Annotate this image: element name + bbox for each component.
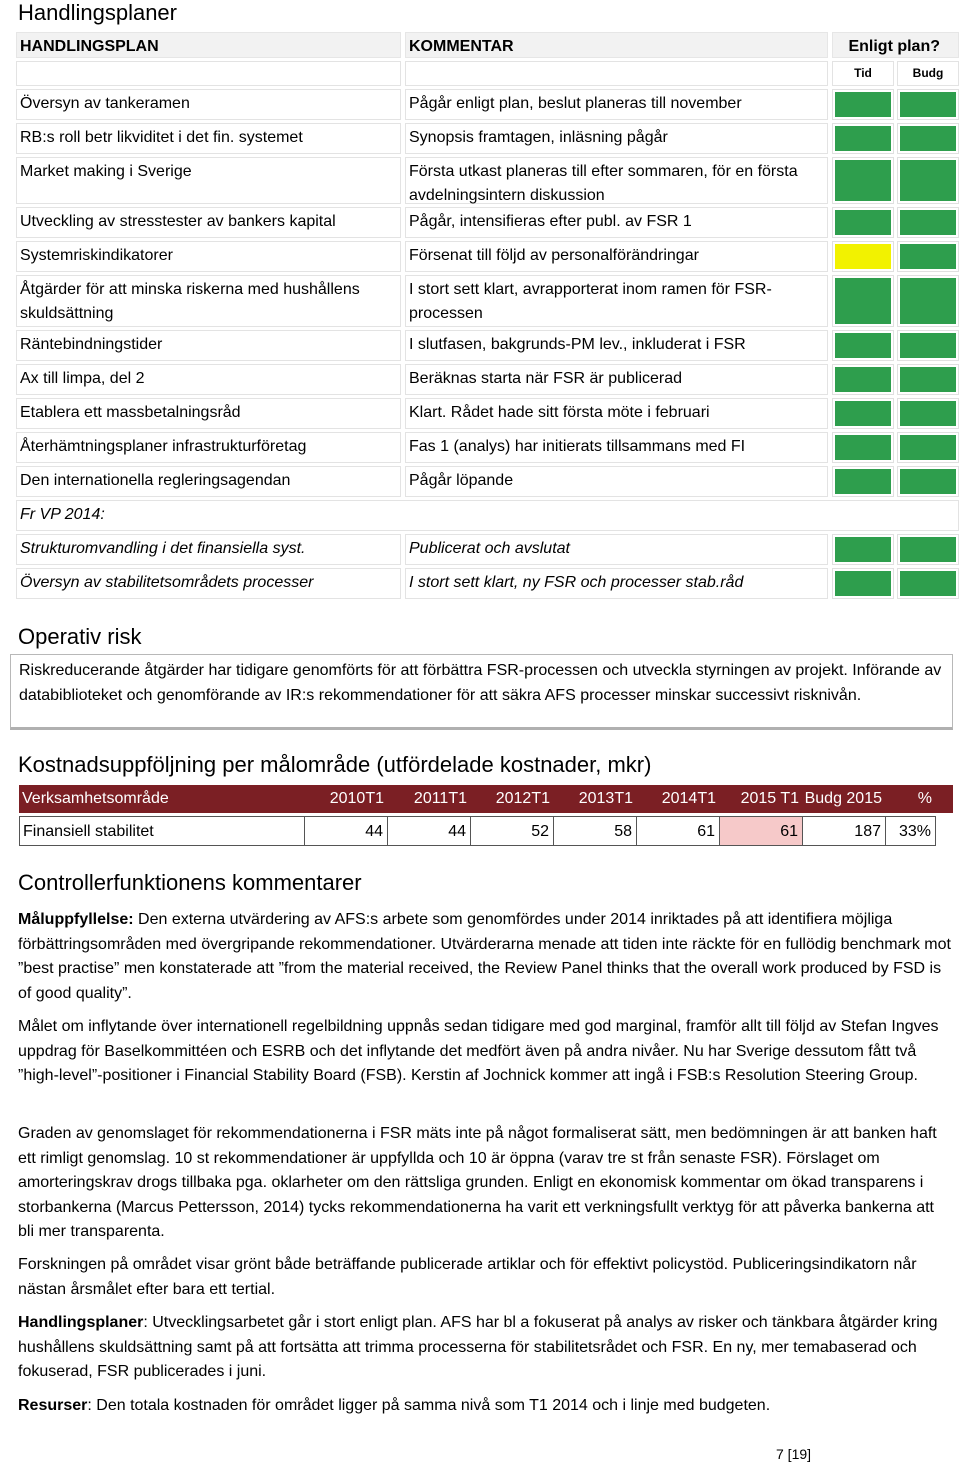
status-time-indicator <box>832 364 894 395</box>
status-fill <box>900 333 956 358</box>
cost-col-2014: 2014T1 <box>661 790 716 807</box>
status-fill <box>835 160 891 201</box>
status-fill <box>835 367 891 392</box>
cost-cell-2012: 52 <box>471 816 554 846</box>
status-time-indicator <box>832 568 894 599</box>
table-row <box>16 207 946 241</box>
action-plans-label: Handlingsplaner <box>18 1314 144 1331</box>
plan-comment: I stort sett klart, ny FSR och processer stab.råd <box>405 568 828 599</box>
plan-item: Systemriskindikatorer <box>16 241 401 272</box>
table-row <box>16 275 946 330</box>
operational-risk-heading: Operativ risk <box>18 624 142 649</box>
header-on-plan: Enligt plan? <box>832 32 959 58</box>
table-row <box>16 330 946 364</box>
plan-comment: I slutfasen, bakgrunds-PM lev., inkluderat i FSR <box>405 330 828 361</box>
plan-item: Utveckling av stresstester av bankers kapital <box>16 207 401 238</box>
plan-comment: Fas 1 (analys) har initierats tillsammans med FI <box>405 432 828 463</box>
status-fill <box>835 537 891 562</box>
paragraph-goal-fulfilment <box>18 908 952 1006</box>
paragraph-research: Forskningen på området visar grönt både beträffande publicerade artiklar och för effektivt policystöd. Publiceringsindikatorn når nästan årsmålet efter bara ett tertial. <box>18 1256 917 1298</box>
page-title: Handlingsplaner <box>18 0 177 25</box>
status-time-indicator <box>832 398 894 429</box>
goal-fulfilment-text: Den externa utvärdering av AFS:s arbete som genomfördes under 2014 inriktades på att identifiera möjliga förbättringsområden med övergripande rekommendationer. Utvärderarna menade att tiden inte räckte för en fullödig benchmark mot ”best practise” men konstaterade att ”from the material received, the Review Panel thinks that the overall work produced by FSD is of good quality”. <box>18 911 951 1002</box>
cost-col-2011: 2011T1 <box>413 790 467 807</box>
plan-comment: Pågår löpande <box>405 466 828 497</box>
status-fill <box>835 333 891 358</box>
status-budget-indicator <box>897 398 959 429</box>
table-row <box>16 241 946 275</box>
section-row <box>16 500 946 534</box>
status-time-indicator <box>832 123 894 154</box>
header-plan: HANDLINGSPLAN <box>16 32 401 58</box>
header-budg: Budg <box>897 61 959 86</box>
status-fill <box>835 435 891 460</box>
status-fill <box>835 469 891 494</box>
action-plan-table <box>16 32 946 602</box>
status-fill <box>900 210 956 235</box>
resources-label: Resurser <box>18 1397 88 1414</box>
status-fill <box>900 92 956 117</box>
cost-cell-2011: 44 <box>388 816 471 846</box>
cost-col-2013: 2013T1 <box>578 790 633 807</box>
status-time-indicator <box>832 466 894 497</box>
status-fill <box>900 401 956 426</box>
plan-comment: Synopsis framtagen, inläsning pågår <box>405 123 828 154</box>
cost-cell-2013: 58 <box>554 816 637 846</box>
status-time-indicator <box>832 534 894 565</box>
plan-item: Strukturomvandling i det finansiella syst. <box>16 534 401 565</box>
plan-comment: I stort sett klart, avrapporterat inom ramen för FSR-processen <box>405 275 828 327</box>
cost-cell-2010: 44 <box>305 816 388 846</box>
goal-fulfilment-label: Måluppfyllelse: <box>18 911 134 928</box>
cost-col-2012: 2012T1 <box>495 790 550 807</box>
plan-item: Översyn av tankeramen <box>16 89 401 120</box>
controller-heading: Controllerfunktionens kommentarer <box>18 870 362 895</box>
status-fill <box>900 244 956 269</box>
table-row <box>16 89 946 123</box>
status-budget-indicator <box>897 466 959 497</box>
status-budget-indicator <box>897 157 959 204</box>
plan-item: Den internationella regleringsagendan <box>16 466 401 497</box>
paragraph-resources <box>18 1394 952 1419</box>
operational-risk-box <box>10 654 953 730</box>
page-number: 7 [19] <box>776 1446 812 1462</box>
table-row <box>16 364 946 398</box>
plan-comment: Publicerat och avslutat <box>405 534 828 565</box>
status-budget-indicator <box>897 275 959 327</box>
operational-risk-text: Riskreducerande åtgärder har tidigare genomförts för att förbättra FSR-processen och utveckla styrningen av projekt. Införande av databiblioteket och genomförande av IR:s rekommendationer för att säkra AFS processer minskar successivt risknivån. <box>19 662 942 704</box>
cost-cell-2015: 61 <box>720 816 803 846</box>
plan-item: Räntebindningstider <box>16 330 401 361</box>
status-fill <box>900 537 956 562</box>
plan-comment: Klart. Rådet hade sitt första möte i februari <box>405 398 828 429</box>
table-row <box>16 466 946 500</box>
cost-cell-2014: 61 <box>637 816 720 846</box>
status-fill <box>900 435 956 460</box>
section-label: Fr VP 2014: <box>16 500 959 531</box>
status-fill <box>900 367 956 392</box>
status-time-indicator <box>832 89 894 120</box>
status-budget-indicator <box>897 89 959 120</box>
cost-heading: Kostnadsuppföljning per målområde (utfördelade kostnader, mkr) <box>18 752 652 777</box>
status-budget-indicator <box>897 432 959 463</box>
status-budget-indicator <box>897 207 959 238</box>
cost-col-2010: 2010T1 <box>329 790 384 807</box>
status-fill <box>900 469 956 494</box>
status-fill <box>900 278 956 324</box>
plan-item: RB:s roll betr likviditet i det fin. systemet <box>16 123 401 154</box>
table-row <box>19 816 953 846</box>
status-budget-indicator <box>897 364 959 395</box>
status-fill <box>835 278 891 324</box>
status-budget-indicator <box>897 123 959 154</box>
cost-cell-percent: 33% <box>886 816 936 846</box>
cost-col-2015: 2015 T1 <box>740 790 799 807</box>
cost-table <box>19 785 953 846</box>
plan-comment: Pågår enligt plan, beslut planeras till november <box>405 89 828 120</box>
status-budget-indicator <box>897 534 959 565</box>
action-plans-text: : Utvecklingsarbetet går i stort enligt plan. AFS har bl a fokuserat på analys av risker och tänkbara åtgärder kring hushållens skuldsättning samt på att fortsätta att trimma processerna för stabilitetsrådet och FSR. En ny, mer temabaserad och fokuserad, FSR publicerades i juni. <box>18 1314 938 1380</box>
cost-cell-budget: 187 <box>803 816 886 846</box>
paragraph-recommendations: Graden av genomslaget för rekommendationerna i FSR mäts inte på något formaliserat sätt, men bedömningen är att banken haft ett rimligt genomslag. 10 st rekommendationer är uppfyllda och 10 är öppna (varav tre st från senaste FSR). Förslaget om amorteringskrav drogs tillbaka pga. oklarheter om den rättsliga grunden. Enligt en ekonomisk kommentar om ökad transparens i storbankerna (Marcus Pettersson, 2014) tycks rekommendationerna ha varit ett verkningsfullt verktyg för att påverka bankerna att bli mer transparenta. <box>18 1125 937 1240</box>
status-budget-indicator <box>897 568 959 599</box>
status-fill <box>835 571 891 596</box>
paragraph-influence: Målet om inflytande över internationell regelbildning uppnås sedan tidigare med god marginal, framför allt till följd av Stefan Ingves uppdrag för Baselkommittéen och ESRB och det inflytande det medfört även på andra nivåer. Nu har Sverige dessutom fått två ”high-level”-positioner i Financial Stability Board (FSB). Kerstin af Jochnick kommer att ingå i FSB:s Resolution Steering Group. <box>18 1018 939 1084</box>
cost-col-budget: Budg 2015 <box>804 790 882 807</box>
plan-comment: Beräknas starta när FSR är publicerad <box>405 364 828 395</box>
status-fill <box>835 126 891 151</box>
table-row <box>16 398 946 432</box>
header-comment: KOMMENTAR <box>405 32 828 58</box>
plan-item: Market making i Sverige <box>16 157 401 204</box>
status-fill <box>835 92 891 117</box>
plan-comment: Pågår, intensifieras efter publ. av FSR 1 <box>405 207 828 238</box>
table-header-row <box>16 32 946 61</box>
table-row <box>16 157 946 207</box>
status-fill <box>900 571 956 596</box>
table-subheader-row <box>16 61 946 89</box>
table-row <box>16 432 946 466</box>
subheader-blank-1 <box>16 61 401 86</box>
status-time-indicator <box>832 275 894 327</box>
table-row <box>16 123 946 157</box>
plan-item: Återhämtningsplaner infrastrukturföretag <box>16 432 401 463</box>
status-time-indicator <box>832 241 894 272</box>
status-fill <box>835 401 891 426</box>
status-fill <box>900 126 956 151</box>
resources-text: : Den totala kostnaden för området ligger på samma nivå som T1 2014 och i linje med budgeten. <box>87 1397 771 1414</box>
plan-item: Etablera ett massbetalningsråd <box>16 398 401 429</box>
status-fill <box>835 210 891 235</box>
status-budget-indicator <box>897 330 959 361</box>
table-row <box>16 568 946 602</box>
cost-header-row <box>19 785 953 813</box>
status-fill <box>835 244 891 269</box>
status-time-indicator <box>832 330 894 361</box>
plan-item: Översyn av stabilitetsområdets processer <box>16 568 401 599</box>
cost-col-area: Verksamhetsområde <box>22 790 169 807</box>
status-fill <box>900 160 956 201</box>
subheader-blank-2 <box>405 61 828 86</box>
cost-col-percent: % <box>917 790 932 807</box>
plan-item: Ax till limpa, del 2 <box>16 364 401 395</box>
cost-cell-area: Finansiell stabilitet <box>19 816 305 846</box>
header-tid: Tid <box>832 61 894 86</box>
plan-item: Åtgärder för att minska riskerna med hushållens skuldsättning <box>16 275 401 327</box>
status-time-indicator <box>832 207 894 238</box>
paragraph-action-plans <box>18 1311 952 1385</box>
table-row <box>16 534 946 568</box>
plan-comment: Första utkast planeras till efter sommaren, för en första avdelningsintern diskussion <box>405 157 828 204</box>
status-budget-indicator <box>897 241 959 272</box>
plan-comment: Försenat till följd av personalförändringar <box>405 241 828 272</box>
status-time-indicator <box>832 432 894 463</box>
status-time-indicator <box>832 157 894 204</box>
